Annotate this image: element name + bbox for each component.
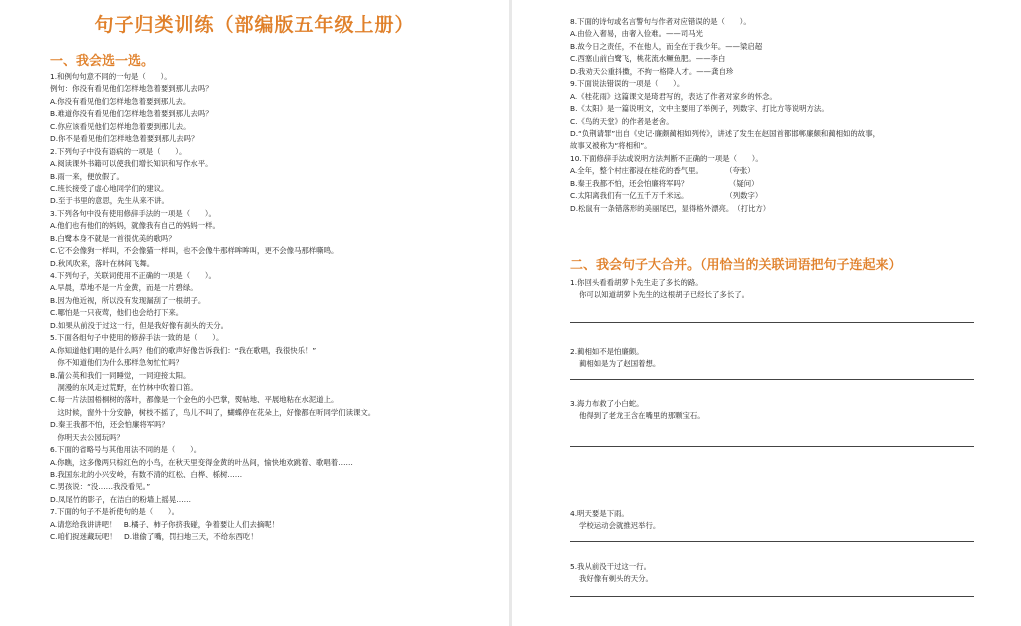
merge-item-5 — [570, 561, 653, 585]
question-line: A.全年，整个村庄都浸在桂花的香气里。 （夸张） — [570, 166, 755, 176]
section-1-heading: 一、我会选一选。 — [50, 54, 155, 69]
question-line: D.松鼠有一条错落形的美丽尾巴，显得格外漂亮。 （打比方） — [570, 203, 771, 213]
merge-item-sentence-a: 3.海力布救了小白蛇。 — [570, 399, 644, 408]
question-line: C.每一片法国梧桐树的落叶，都像是一个金色的小巴掌，熨帖地、平展地粘在水泥道上。 — [50, 395, 339, 405]
question-line: C.男孩说：“没……我没看见。” — [50, 482, 151, 492]
merge-item-sentence-b: 他得到了老龙王含在嘴里的那颗宝石。 — [579, 411, 705, 420]
question-line: D.秦王我都不怕，还会怕廉将军吗？ — [50, 420, 169, 430]
question-line: 3.下列各句中没有使用修辞手法的一项是（ ）。 — [50, 208, 216, 218]
section-2-heading: 二、我会句子大合并。（用恰当的关联词语把句子连起来） — [570, 258, 902, 273]
question-line: B.我国东北的小兴安岭，有数不清的红松、白桦、栎树…… — [50, 470, 243, 479]
right-question-list — [570, 16, 880, 215]
question-line: A.你没有看见他们怎样地急着要到那儿去。 — [50, 96, 191, 106]
question-line: 例句：你没有看见他们怎样地急着要到那儿去吗？ — [50, 84, 213, 94]
right-page — [512, 0, 1021, 626]
question-line: 你明天去公园玩吗？ — [50, 432, 124, 442]
question-line: D.至于书里的意思，先生从来不讲。 — [50, 196, 169, 206]
question-line: B.白鹭本身不就是一首很优美的歌吗？ — [50, 233, 176, 243]
merge-item-sentence-a: 5.我从前没干过这一行。 — [570, 562, 651, 571]
answer-line[interactable] — [570, 541, 974, 542]
question-line: 9.下面说法错误的一项是（ ）。 — [570, 79, 685, 89]
question-line: B.《太阳》是一篇说明文，文中主要用了举例子，列数字、打比方等说明方法。 — [570, 104, 829, 114]
question-line: A.你知道他们唱的是什么吗？他们的歌声好像告诉我们：“我在歌唱，我很快乐！” — [50, 345, 317, 355]
question-line: 4.下列句子，关联词使用不正确的一项是（ ）。 — [50, 271, 216, 280]
question-line: B.故今日之责任，不在他人，而全在于我少年。——梁启超 — [570, 41, 763, 51]
merge-item-sentence-a: 4.明天要是下雨。 — [570, 509, 629, 518]
question-line: D.凤尾竹的影子，在洁白的粉墙上摇晃…… — [50, 494, 192, 504]
left-question-list — [50, 71, 375, 544]
question-line: A.《桂花雨》这篇课文是琦君写的，表达了作者对家乡的怀念。 — [570, 91, 777, 101]
question-line: 洞漫的东风走过荒野，在竹林中吹着口笛。 — [50, 382, 198, 392]
question-line: 8.下面的诗句或名言警句与作者对应错误的是（ ）。 — [570, 17, 751, 26]
question-line: D.你不是看见他们怎样地急着要到那儿去吗？ — [50, 134, 199, 144]
question-line: C.咱们捉迷藏玩吧！ D.谁偷了嘴，罚扫地三天，不给东西吃！ — [50, 532, 258, 542]
question-line: C.班长接受了虚心地同学们的建议。 — [50, 183, 169, 193]
question-line: D.“负荆请罪”出自《史记·廉颇蔺相如列传》，讲述了发生在赵国首都邯郸廉颇和蔺相如的故事， — [570, 128, 880, 138]
question-line: 故事又被称为“将相和”。 — [570, 141, 652, 151]
question-line: 你不知道他们为什么那样急匆忙忙吗？ — [50, 358, 184, 368]
question-line: A.由俭入奢易，由奢入俭难。——司马光 — [570, 29, 703, 39]
merge-item-3 — [570, 398, 705, 422]
answer-line[interactable] — [570, 446, 974, 447]
question-line: B.秦王我都不怕，还会怕廉将军吗？ （疑问） — [570, 178, 759, 188]
merge-item-2 — [570, 346, 660, 370]
question-line: A.早晨，草地不是一片金黄，而是一片碧绿。 — [50, 283, 198, 293]
question-line: 1.和例句句意不同的一句是（ ）。 — [50, 72, 172, 81]
question-line: B.蒲公英和我们一同睡觉，一同迎接太阳。 — [50, 370, 191, 380]
question-line: A.请您给我讲讲吧！ B.橘子、柿子你挤我碰，争着要让人们去摘呢！ — [50, 519, 280, 529]
merge-item-1 — [570, 277, 749, 301]
question-line: C.太阳离我们有一亿五千万千米远。 （列数字） — [570, 191, 763, 201]
answer-line[interactable] — [570, 322, 974, 323]
question-line: 10.下面修辞手法或说明方法判断不正确的一项是（ ）。 — [570, 153, 763, 163]
left-page — [0, 0, 509, 626]
question-line: C.你应该看见他们怎样地急着要到那儿去。 — [50, 121, 191, 131]
merge-item-sentence-a: 1.你回头看看胡萝卜先生走了多长的路。 — [570, 278, 703, 287]
question-line: B.因为他近视，所以没有发现漏刮了一根胡子。 — [50, 295, 206, 305]
question-line: C.它不会像狗一样叫，不会像猫一样叫，也不会像牛那样哞哞叫，更不会像马那样嘶鸣。 — [50, 246, 339, 256]
merge-item-sentence-b: 你可以知道胡萝卜先生的这根胡子已经长了多长了。 — [579, 290, 749, 299]
answer-line[interactable] — [570, 596, 974, 597]
question-line: A.你瞧，这多像两只棕红色的小鸟，在秋天里变得金黄的叶丛间，愉快地欢跳着、歌唱着…… — [50, 457, 353, 467]
merge-item-sentence-b: 我好像有剃头的天分。 — [579, 574, 653, 583]
question-line: D.如果从前没于过这一行，但是我好像有刹头的天分。 — [50, 320, 229, 330]
question-line: 6.下面的省略号与其他用法不同的是（ ）。 — [50, 445, 202, 455]
merge-item-4 — [570, 508, 660, 532]
question-line: B.难道你没有看见他们怎样地急着要到那儿去吗？ — [50, 109, 213, 119]
answer-line[interactable] — [570, 379, 974, 380]
merge-item-sentence-b: 蔺相如是为了赵国着想。 — [579, 359, 661, 368]
question-line: C.西塞山前白鹭飞，桃花流水鳜鱼肥。——李白 — [570, 54, 726, 64]
question-line: 这时候，窗外十分安静，树枝不摇了，鸟儿不叫了，蝴蝶停在花朵上，好像都在听同学们读课文。 — [50, 407, 376, 417]
question-line: A.他们也有他们的妈妈，就像我有自己的妈妈一样。 — [50, 221, 220, 231]
question-line: C.哪怕是一只夜莺，他们也会给打下来。 — [50, 308, 184, 318]
question-line: 2.下列句子中没有语病的一项是（ ）。 — [50, 146, 187, 156]
merge-item-sentence-b: 学校运动会就推迟举行。 — [579, 521, 661, 530]
question-line: A.阅读课外书籍可以使我们增长知识和写作水平。 — [50, 159, 213, 169]
question-line: 5.下面各组句子中使用的修辞手法一致的是（ ）。 — [50, 333, 224, 343]
page-title: 句子归类训练（部编版五年级上册） — [94, 14, 415, 36]
question-line: C.《鸟的天堂》的作者是老舍。 — [570, 116, 674, 126]
question-line: D.秋风吹来，落叶在林间飞舞。 — [50, 258, 155, 268]
question-line: B.雨一来，便放假了。 — [50, 171, 124, 181]
merge-item-sentence-a: 2.蔺相如不是怕廉颇。 — [570, 347, 644, 356]
question-line: 7.下面的句子不是祈使句的是（ ）。 — [50, 507, 179, 517]
question-line: D.我劝天公重抖擞，不拘一格降人才。——龚自珍 — [570, 66, 734, 76]
